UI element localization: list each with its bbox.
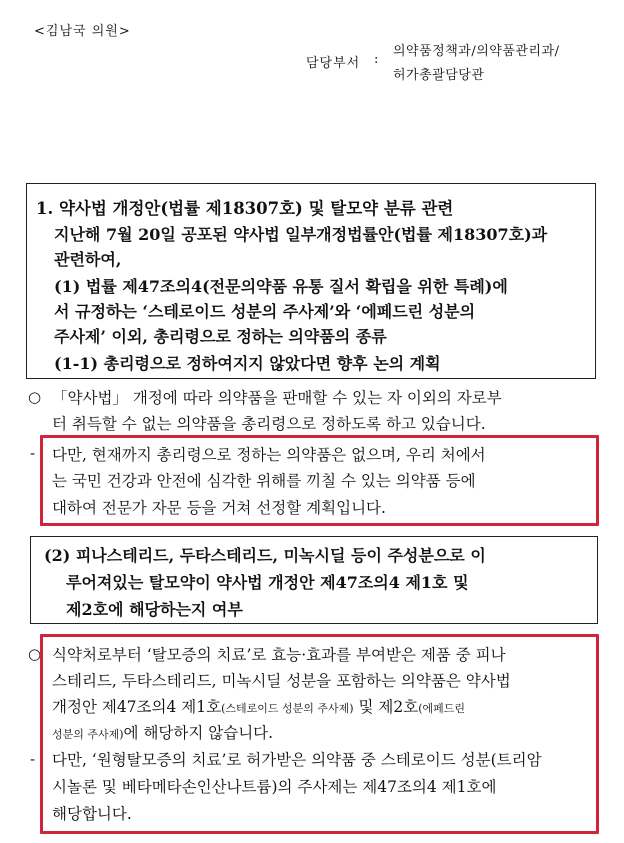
answer-1-highlight-line-1: 다만, 현재까지 총리령으로 정하는 의약품은 없으며, 우리 처에서 — [52, 446, 486, 464]
department-line-2: 허가총괄담당관 — [393, 68, 485, 83]
answer-2-line-5: 다만, ‘원형탈모증의 치료’로 허가받은 의약품 중 스테로이드 성분(트리암 — [52, 751, 542, 769]
answer-1-highlight-line-2: 는 국민 건강과 안전에 심각한 위해를 끼칠 수 있는 의약품 등에 — [52, 472, 476, 490]
answer-2-line-3-note-b: (스테로이드 성분의 주사제) — [221, 702, 354, 715]
answer-2-line-7: 해당합니다. — [52, 805, 132, 823]
section-1-line-3: 관련하여, — [54, 250, 122, 269]
answer-1-bullet: ○ — [28, 388, 42, 406]
answer-2-line-2: 스테리드, 두타스테리드, 미녹시딜 성분을 포함하는 의약품은 약사법 — [52, 672, 511, 690]
section-2-line-2: 루어져있는 탈모약이 약사법 개정안 제47조의4 제1호 및 — [66, 573, 469, 592]
answer-2-line-3-note-d: (에페드린 — [418, 702, 465, 715]
section-2-line-1: (2) 피나스테리드, 두타스테리드, 미녹시딜 등이 주성분으로 이 — [44, 546, 486, 565]
question-1-1: (1-1) 총리령으로 정하여지지 않았다면 향후 논의 계획 — [54, 354, 441, 373]
section-1-line-2: 지난해 7월 20일 공포된 약사법 일부개정법률안(법률 제18307호)과 — [54, 225, 548, 244]
answer-2-line-3-text-a: 개정안 제47조의4 제1호 — [52, 698, 222, 716]
section-1-title: 1. 약사법 개정안(법률 제18307호) 및 탈모약 분류 관련 — [36, 199, 454, 218]
answer-1-dash: - — [30, 444, 36, 462]
question-1-line-2: 서 규정하는 ‘스테로이드 성분의 주사제’와 ‘에페드린 성분의 — [54, 302, 476, 321]
answer-2-line-4-note-a: 성분의 주사제) — [52, 728, 124, 741]
question-1-line-1: (1) 법률 제47조의4(전문의약품 유통 질서 확립을 위한 특례)에 — [54, 277, 508, 296]
answer-1-highlight-line-3: 대하여 전문가 자문 등을 거쳐 선정할 계획입니다. — [52, 499, 386, 517]
answer-2-dash: - — [30, 750, 36, 768]
answer-2-line-4 — [52, 721, 273, 743]
department-colon: : — [374, 52, 379, 67]
department-line-1: 의약품정책과/의약품관리과/ — [393, 44, 560, 59]
answer-2-line-3 — [52, 695, 465, 717]
answer-2-line-3-text-c: 및 제2호 — [353, 698, 419, 716]
answer-2-line-6: 시놀론 및 베타메타손인산나트륨)의 주사제는 제47조의4 제1호에 — [52, 778, 497, 796]
section-2-line-3: 제2호에 해당하는지 여부 — [66, 600, 243, 619]
question-1-line-3: 주사제’ 이외, 총리령으로 정하는 의약품의 종류 — [54, 327, 387, 346]
member-name: <김남국 의원> — [34, 24, 131, 39]
department-label: 담당부서 — [306, 56, 361, 71]
answer-1-line-2: 터 취득할 수 없는 의약품을 총리령으로 정하도록 하고 있습니다. — [52, 415, 486, 433]
answer-2-bullet: ○ — [28, 645, 42, 663]
answer-1-line-1: 「약사법」 개정에 따라 의약품을 판매할 수 있는 자 이외의 자로부 — [52, 389, 502, 407]
answer-2-line-4-text-b: 에 해당하지 않습니다. — [123, 724, 274, 742]
answer-2-line-1: 식약처로부터 ‘탈모증의 치료’로 효능·효과를 부여받은 제품 중 피나 — [52, 646, 506, 664]
